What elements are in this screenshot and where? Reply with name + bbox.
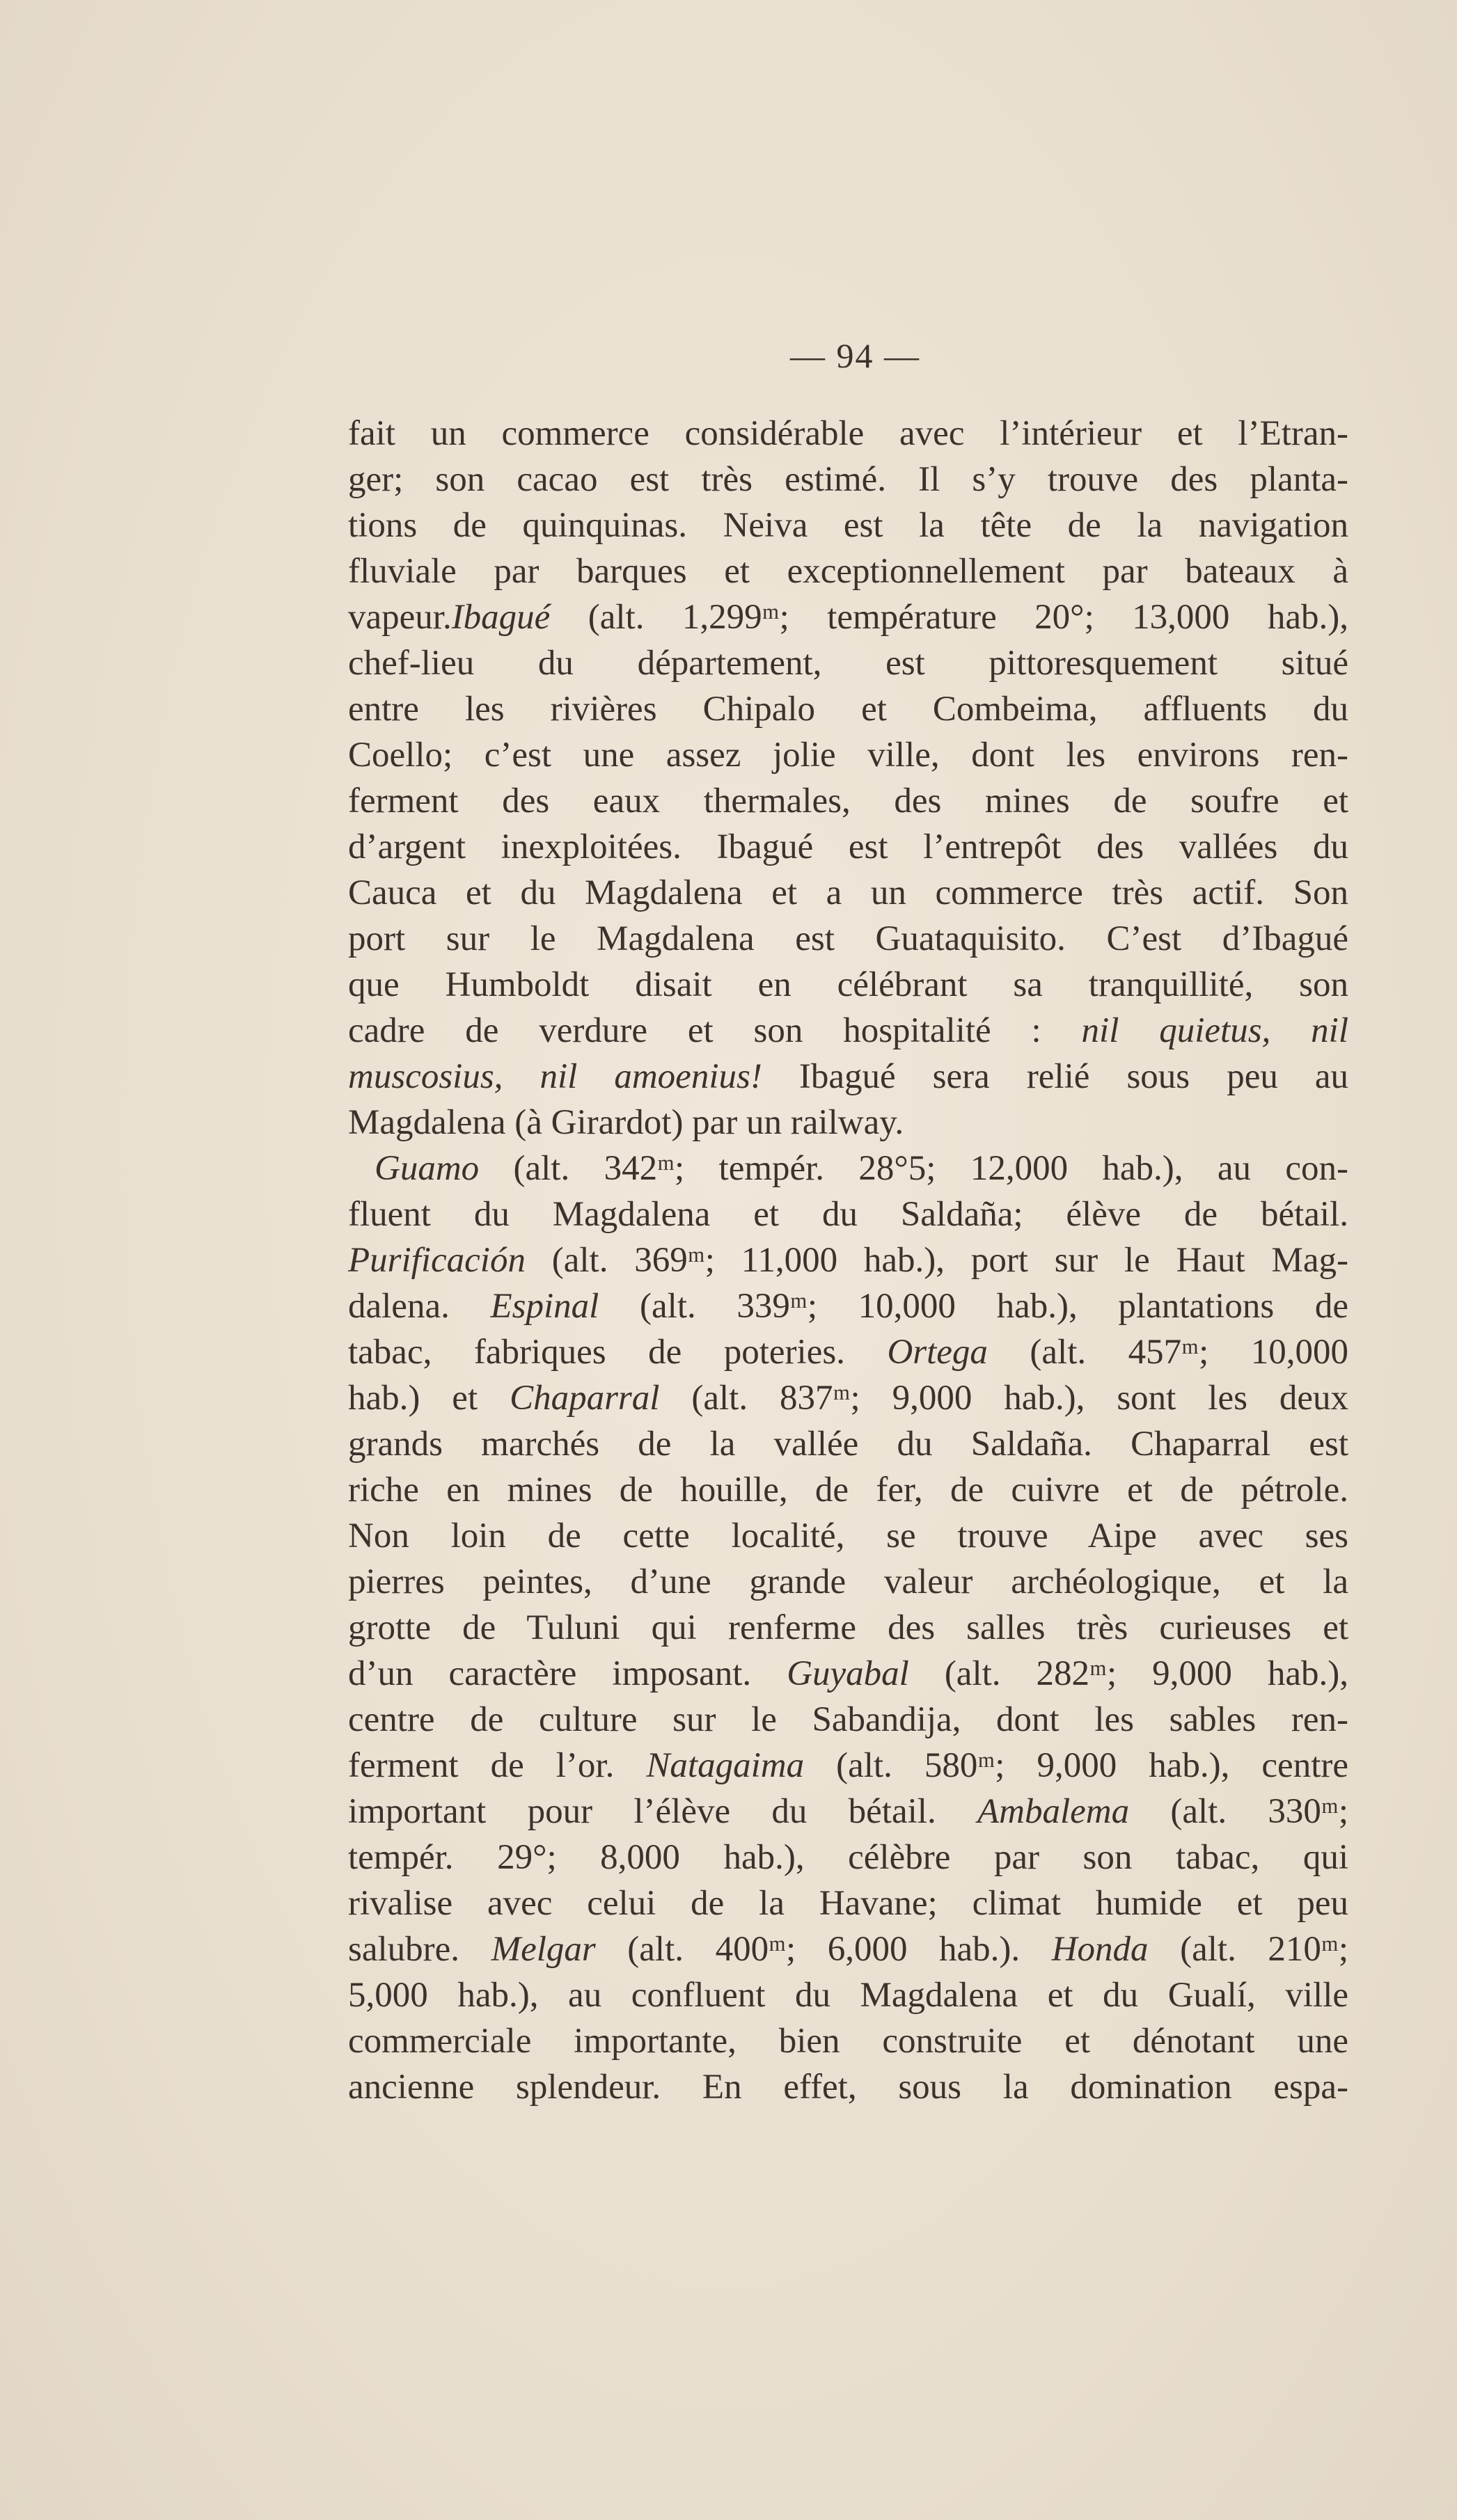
text-line (348, 1146, 1348, 1191)
text-segment: ger; son cacao est très estimé. Il s’y trouve des planta- (348, 460, 1348, 499)
italic-place-name: Honda (1051, 1930, 1149, 1969)
text-segment: tabac, fabriques de poteries. (348, 1333, 888, 1372)
text-segment: (alt. 210ᵐ; (1148, 1930, 1348, 1969)
text-segment: (alt. 282ᵐ; 9,000 hab.), (908, 1654, 1348, 1693)
text-line (348, 1651, 1348, 1697)
text-segment: chef-lieu du département, est pittoresquement situé (348, 644, 1348, 683)
text-line (348, 870, 1348, 916)
text-segment: grands marchés de la vallée du Saldaña. Chaparral est (348, 1425, 1348, 1464)
page-number: — 94 — (790, 336, 920, 375)
italic-place-name: Guamo (375, 1149, 480, 1188)
text-segment: pierres peintes, d’une grande valeur archéologique, et la (348, 1562, 1348, 1601)
text-line (348, 732, 1348, 778)
text-line (348, 640, 1348, 686)
text-segment: ferment des eaux thermales, des mines de soufre et (348, 782, 1348, 821)
text-segment: dalena. (348, 1287, 491, 1326)
text-segment: hab.) et (348, 1379, 510, 1418)
italic-place-name: Natagaima (646, 1746, 805, 1785)
text-line (348, 1697, 1348, 1743)
text-line (348, 457, 1348, 502)
text-line (348, 2064, 1348, 2110)
text-segment: Non loin de cette localité, se trouve Aipe avec ses (348, 1516, 1348, 1555)
text-line (348, 1743, 1348, 1789)
text-segment: commerciale importante, bien construite et dénotant une (348, 2022, 1348, 2061)
text-line (348, 548, 1348, 594)
text-segment: cadre de verdure et son hospitalité : (348, 1011, 1082, 1050)
italic-place-name: Ambalema (977, 1792, 1130, 1831)
italic-place-name: Melgar (491, 1930, 596, 1969)
italic-place-name: Chaparral (510, 1379, 660, 1418)
text-line (348, 916, 1348, 962)
italic-place-name: Ibagué (451, 598, 551, 637)
text-segment: d’argent inexploitées. Ibagué est l’entrepôt des vallées du (348, 827, 1348, 866)
text-segment: Ibagué sera relié sous peu au (762, 1057, 1349, 1096)
text-segment: entre les rivières Chipalo et Combeima, affluents du (348, 690, 1348, 729)
text-line (348, 1237, 1348, 1283)
text-line (348, 1605, 1348, 1651)
text-line (348, 1559, 1348, 1605)
text-line (348, 1008, 1348, 1054)
text-line (348, 1421, 1348, 1467)
text-line (348, 411, 1348, 457)
italic-place-name: Purificación (348, 1241, 526, 1280)
text-segment: fluent du Magdalena et du Saldaña; élève de bétail. (348, 1195, 1348, 1234)
paragraph (348, 411, 1348, 1146)
text-segment: (alt. 457ᵐ; 10,000 (987, 1333, 1348, 1372)
text-segment: vapeur. (348, 598, 452, 637)
text-segment: (alt. 342ᵐ; tempér. 28°5; 12,000 hab.), au con- (479, 1149, 1348, 1188)
text-segment: (alt. 580ᵐ; 9,000 hab.), centre (804, 1746, 1348, 1785)
text-segment: rivalise avec celui de la Havane; climat humide et peu (348, 1884, 1348, 1923)
text-segment: tions de quinquinas. Neiva est la tête de la navigation (348, 506, 1348, 545)
text-line (348, 1926, 1348, 1972)
text-segment: Magdalena (à Girardot) par un railway. (348, 1103, 904, 1142)
text-segment: (alt. 1,299ᵐ; température 20°; 13,000 hab.), (550, 598, 1348, 637)
text-line (348, 1789, 1348, 1834)
text-segment: ferment de l’or. (348, 1746, 647, 1785)
text-line (348, 1329, 1348, 1375)
text-line (348, 824, 1348, 870)
text-segment: d’un caractère imposant. (348, 1654, 787, 1693)
text-line (348, 1375, 1348, 1421)
text-line (348, 1191, 1348, 1237)
text-line (348, 1054, 1348, 1100)
italic-place-name: muscosius, nil amoenius! (348, 1057, 762, 1096)
text-segment: ancienne splendeur. En effet, sous la domination espa- (348, 2068, 1348, 2107)
text-line (348, 1513, 1348, 1559)
italic-place-name: Guyabal (787, 1654, 909, 1693)
text-segment: salubre. (348, 1930, 491, 1969)
text-segment: Cauca et du Magdalena et a un commerce très actif. Son (348, 873, 1348, 912)
text-segment: (alt. 369ᵐ; 11,000 hab.), port sur le Haut Mag- (525, 1241, 1348, 1280)
text-line (348, 778, 1348, 824)
text-segment: fluviale par barques et exceptionnellement par bateaux à (348, 552, 1348, 591)
paragraph (348, 1146, 1348, 2110)
text-line (348, 1880, 1348, 1926)
text-line (348, 502, 1348, 548)
text-line (348, 1834, 1348, 1880)
body-text (348, 411, 1348, 2110)
text-segment: Coello; c’est une assez jolie ville, dont les environs ren- (348, 736, 1348, 775)
text-segment: 5,000 hab.), au confluent du Magdalena et du Gualí, ville (348, 1976, 1348, 2015)
text-segment: centre de culture sur le Sabandija, dont les sables ren- (348, 1700, 1348, 1739)
text-segment: riche en mines de houille, de fer, de cuivre et de pétrole. (348, 1471, 1348, 1509)
text-line (348, 1467, 1348, 1513)
italic-place-name: Ortega (887, 1333, 988, 1372)
text-line (348, 1283, 1348, 1329)
text-segment: (alt. 330ᵐ; (1129, 1792, 1348, 1831)
text-line (348, 594, 1348, 640)
text-line (348, 2018, 1348, 2064)
text-segment: (alt. 339ᵐ; 10,000 hab.), plantations de (599, 1287, 1349, 1326)
text-segment: tempér. 29°; 8,000 hab.), célèbre par son tabac, qui (348, 1838, 1348, 1877)
text-segment: fait un commerce considérable avec l’intérieur et l’Etran- (348, 414, 1348, 453)
text-segment: port sur le Magdalena est Guataquisito. C’est d’Ibagué (348, 919, 1348, 958)
text-line (348, 686, 1348, 732)
text-segment: important pour l’élève du bétail. (348, 1792, 977, 1831)
text-segment: grotte de Tuluni qui renferme des salles très curieuses et (348, 1608, 1348, 1647)
text-line (348, 1972, 1348, 2018)
italic-place-name: nil quietus, nil (1081, 1011, 1349, 1050)
italic-place-name: Espinal (490, 1287, 599, 1326)
text-segment: (alt. 400ᵐ; 6,000 hab.). (595, 1930, 1052, 1969)
text-segment: que Humboldt disait en célébrant sa tranquillité, son (348, 965, 1348, 1004)
text-line (348, 962, 1348, 1008)
text-line (348, 1100, 1348, 1146)
text-segment: (alt. 837ᵐ; 9,000 hab.), sont les deux (659, 1379, 1348, 1418)
